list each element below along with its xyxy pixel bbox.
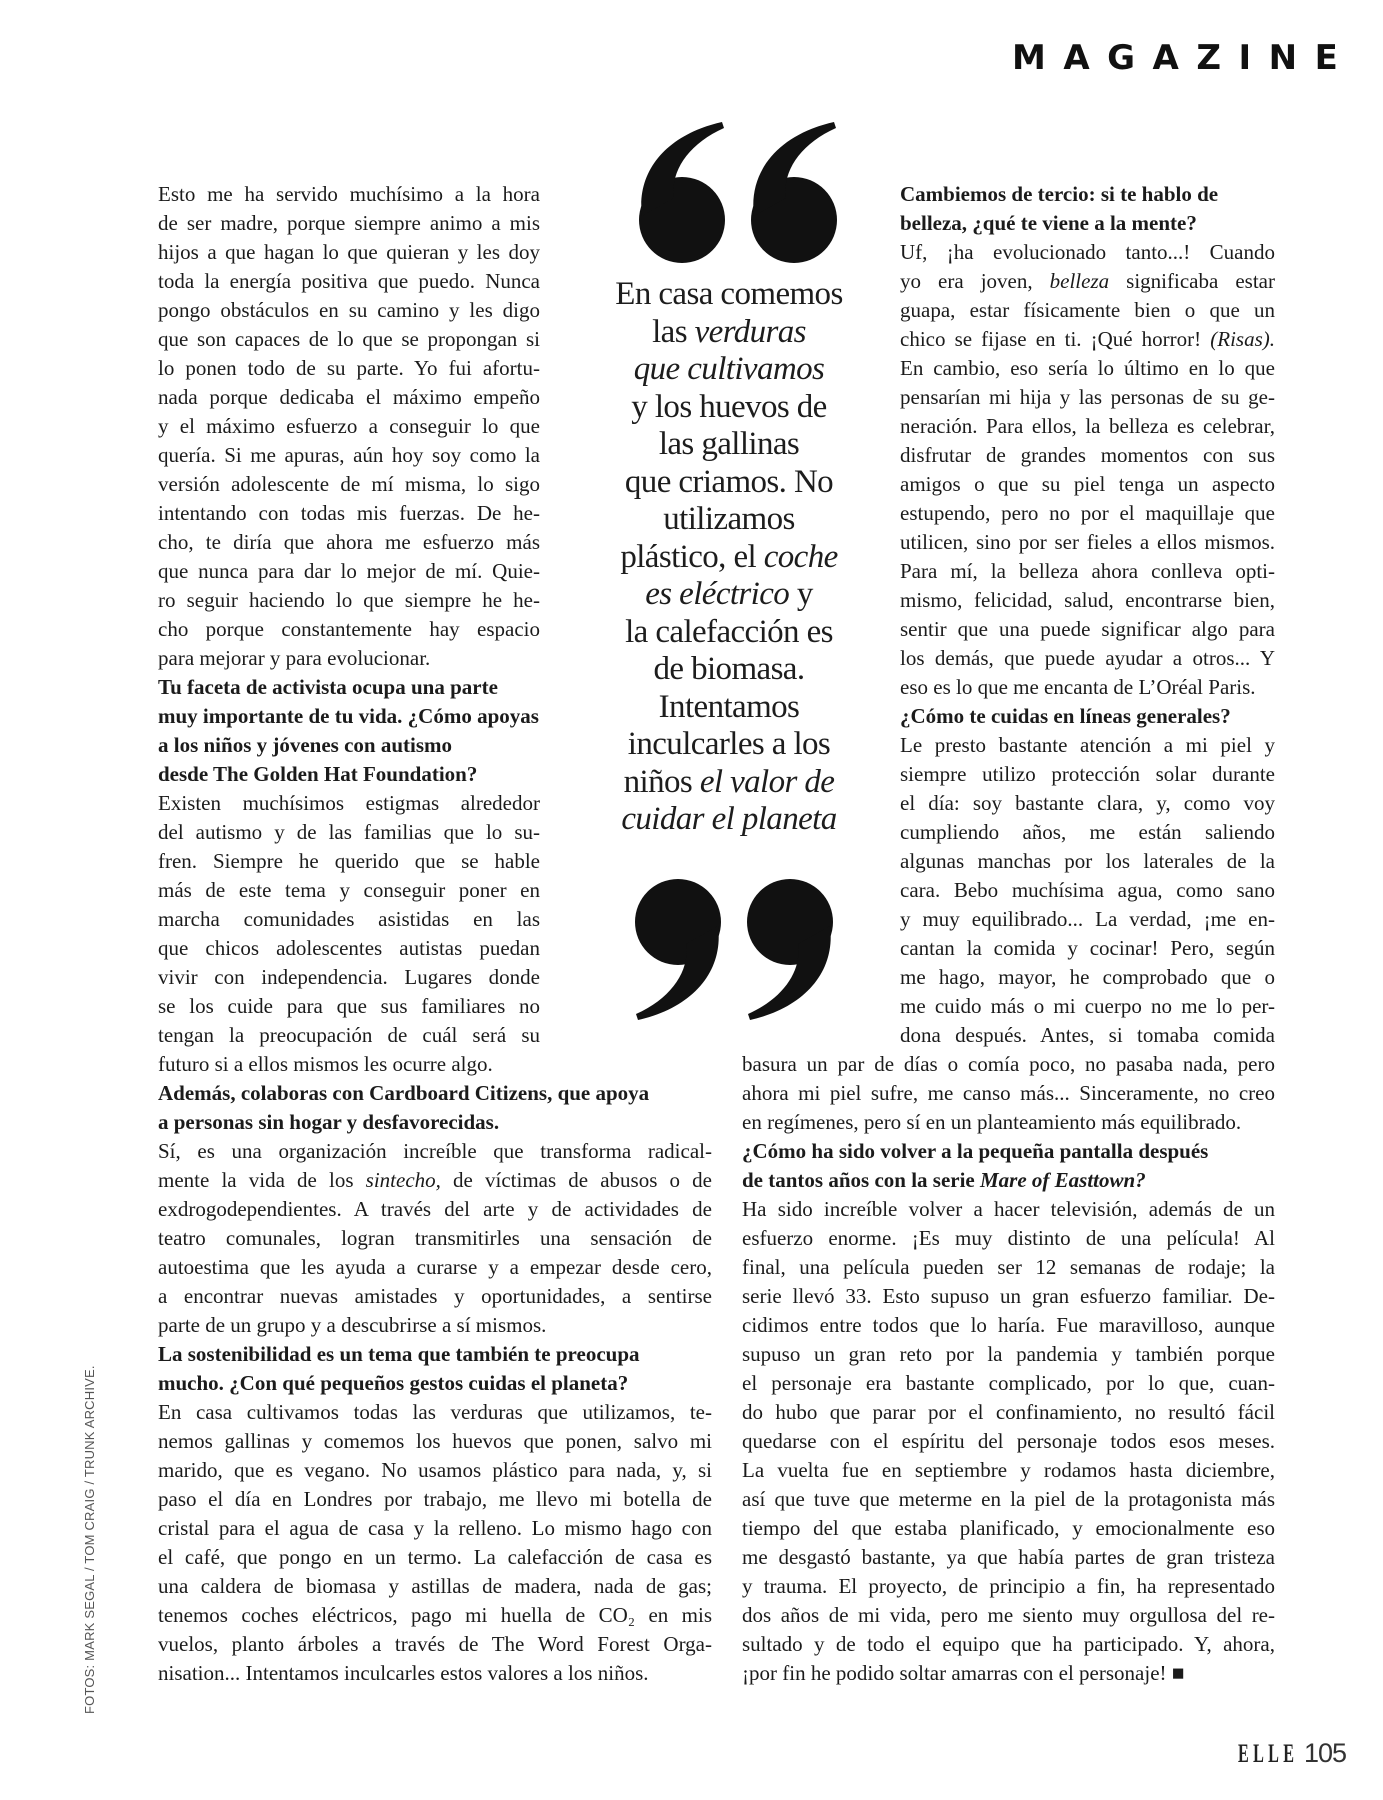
pull-quote-line bbox=[583, 651, 875, 689]
brand-logo: ELLE bbox=[1238, 1739, 1299, 1768]
text-run: el personaje era bastante complicado, por lo que, cuan- bbox=[742, 1371, 1275, 1395]
text-line bbox=[158, 818, 540, 847]
text-run: nemos gallinas y comemos los huevos que ponen, salvo mi bbox=[158, 1429, 712, 1453]
text-line bbox=[900, 905, 1275, 934]
text-line bbox=[742, 1514, 1275, 1543]
text-run: en regímenes, pero sí en un planteamiento más equilibrado. bbox=[742, 1110, 1242, 1134]
text-line bbox=[900, 934, 1275, 963]
text-run: do hubo que parar por el confinamiento, no resultó fácil bbox=[742, 1400, 1275, 1424]
text-run: belleza, ¿qué te viene a la mente? bbox=[900, 211, 1197, 235]
text-line bbox=[158, 1311, 712, 1340]
close-quote-mark-left bbox=[747, 879, 833, 1020]
text-run: cara. Bebo muchísima agua, como sano bbox=[900, 878, 1275, 902]
text-run: tengan la preocupación de cuál será su bbox=[158, 1023, 540, 1047]
text-run: En cambio, eso sería lo último en lo que bbox=[900, 356, 1275, 380]
text-run: que criamos. No bbox=[624, 463, 834, 500]
text-run: mente la vida de los bbox=[158, 1168, 366, 1192]
text-line bbox=[158, 1659, 712, 1688]
text-run: a personas sin hogar y desfavorecidas. bbox=[158, 1110, 500, 1134]
interview-answer bbox=[900, 238, 1275, 702]
text-run: futuro si a ellos mismos les ocurre algo. bbox=[158, 1052, 493, 1076]
close-quote-icon bbox=[630, 878, 842, 1028]
text-line bbox=[900, 876, 1275, 905]
text-line bbox=[742, 1079, 1275, 1108]
interview-answer bbox=[158, 1398, 712, 1688]
interview-question bbox=[900, 702, 1275, 731]
text-line bbox=[158, 180, 540, 209]
pull-quote-line bbox=[583, 801, 875, 839]
text-line bbox=[900, 180, 1275, 209]
text-line bbox=[158, 557, 540, 586]
page-number: 105 bbox=[1304, 1738, 1347, 1768]
text-run: dos años de mi vida, pero me siento muy orgullosa del re- bbox=[742, 1603, 1275, 1627]
text-line bbox=[742, 1427, 1275, 1456]
text-run: sultado y de todo el equipo que ha participado. Y, ahora, bbox=[742, 1632, 1275, 1656]
text-run: de tantos años con la serie bbox=[742, 1168, 980, 1192]
interview-question bbox=[158, 673, 540, 789]
text-run: basura un par de días o comía poco, no pasaba nada, pero bbox=[742, 1052, 1275, 1076]
text-line bbox=[158, 1166, 712, 1195]
text-line bbox=[900, 383, 1275, 412]
text-line bbox=[742, 1282, 1275, 1311]
text-run: mucho. ¿Con qué pequeños gestos cuidas el planeta? bbox=[158, 1371, 629, 1395]
text-run: y trauma. El proyecto, de principio a fin, ha representado bbox=[742, 1574, 1275, 1598]
text-run: eso es lo que me encanta de L’Oréal Paris. bbox=[900, 675, 1256, 699]
text-line bbox=[158, 1224, 712, 1253]
text-run: ahora mi piel sufre, me canso más... Sinceramente, no creo bbox=[742, 1081, 1275, 1105]
text-run: Para mí, la belleza ahora conlleva opti- bbox=[900, 559, 1275, 583]
italic-text: Mare of Easttown? bbox=[980, 1168, 1146, 1192]
text-run: final, una película pueden ser 12 semanas de rodaje; la bbox=[742, 1255, 1275, 1279]
text-line bbox=[900, 412, 1275, 441]
italic-text: coche bbox=[763, 538, 838, 575]
text-run: toda la energía positiva que puedo. Nunca bbox=[158, 269, 540, 293]
text-run: del autismo y de las familias que lo su- bbox=[158, 820, 540, 844]
text-run: desde The Golden Hat Foundation? bbox=[158, 762, 478, 786]
text-line bbox=[742, 1659, 1275, 1688]
italic-text: cuidar el planeta bbox=[621, 801, 837, 837]
text-line bbox=[900, 615, 1275, 644]
text-run: y bbox=[789, 576, 813, 612]
text-run: La sostenibilidad es un tema que también te preocupa bbox=[158, 1342, 640, 1366]
text-line bbox=[742, 1195, 1275, 1224]
text-line bbox=[900, 238, 1275, 267]
text-run: siempre utilizo protección solar durante bbox=[900, 762, 1275, 786]
interview-question bbox=[158, 1340, 640, 1398]
text-run: Sí, es una organización increíble que transforma radical- bbox=[158, 1139, 712, 1163]
text-run: quedarse con el espíritu del personaje todos esos meses. bbox=[742, 1429, 1275, 1453]
text-run: a los niños y jóvenes con autismo bbox=[158, 733, 453, 757]
text-run: muy importante de tu vida. ¿Cómo apoyas bbox=[158, 704, 539, 728]
text-run: vuelos, planto árboles a través de The Word Forest Orga- bbox=[158, 1632, 712, 1656]
text-run: lo ponen todo de su parte. Yo fui afortu- bbox=[158, 356, 540, 380]
text-run: cidimos entre todos que lo haría. Fue maravilloso, aunque bbox=[742, 1313, 1275, 1337]
text-line bbox=[158, 1021, 540, 1050]
text-line bbox=[742, 1050, 1275, 1079]
text-line bbox=[158, 1282, 712, 1311]
text-run: quería. Si me apuras, aún hoy soy como la bbox=[158, 443, 540, 467]
text-run: la calefacción es bbox=[625, 613, 833, 650]
text-run: sentir que una puede significar algo para bbox=[900, 617, 1275, 641]
text-line bbox=[158, 1485, 712, 1514]
text-run: inculcarles a los bbox=[627, 726, 831, 762]
text-run: amigos o que su piel tenga un aspecto bbox=[900, 472, 1275, 496]
text-run: exdrogodependientes. A través del arte y de actividades de bbox=[158, 1197, 712, 1221]
text-run: disfrutar de grandes momentos con sus bbox=[900, 443, 1275, 467]
text-run: nisation... Intentamos inculcarles estos valores a los niños. bbox=[158, 1661, 649, 1685]
text-line bbox=[900, 847, 1275, 876]
text-run: y los huevos de bbox=[631, 388, 827, 425]
text-run: niños bbox=[623, 763, 700, 800]
text-line bbox=[158, 1572, 712, 1601]
text-line bbox=[900, 557, 1275, 586]
text-line bbox=[158, 1369, 712, 1398]
pull-quote-line bbox=[583, 501, 875, 539]
text-line bbox=[900, 702, 1275, 731]
text-run: autoestima que les ayuda a curarse y a empezar desde cero, bbox=[158, 1255, 712, 1279]
text-run: tiempo del que estaba planificado, y emocionalmente eso bbox=[742, 1516, 1275, 1540]
text-line bbox=[158, 209, 540, 238]
text-run: fren. Siempre he querido que se hable bbox=[158, 849, 540, 873]
text-run: el día: soy bastante clara, y, como voy bbox=[900, 791, 1275, 815]
text-line bbox=[742, 1572, 1275, 1601]
text-line bbox=[900, 1021, 1275, 1050]
text-line bbox=[158, 1514, 712, 1543]
text-run: que chicos adolescentes autistas puedan bbox=[158, 936, 540, 960]
text-run: algunas manchas por los laterales de la bbox=[900, 849, 1275, 873]
text-line bbox=[158, 1543, 712, 1572]
interview-answer bbox=[742, 1195, 1275, 1688]
text-run: cho, te diría que ahora me esfuerzo más bbox=[158, 530, 540, 554]
text-run: una caldera de biomasa y astillas de madera, nada de gas; bbox=[158, 1574, 712, 1598]
text-run: el café, que pongo en un termo. La calefacción de casa es bbox=[158, 1545, 712, 1569]
italic-text: verduras bbox=[694, 313, 806, 350]
italic-text: (Risas). bbox=[1210, 327, 1275, 351]
text-run: dona después. Antes, si tomaba comida bbox=[900, 1023, 1275, 1047]
pull-quote-line bbox=[583, 464, 875, 502]
text-line bbox=[158, 1601, 712, 1630]
text-line bbox=[158, 615, 540, 644]
text-line bbox=[900, 818, 1275, 847]
text-run: marido, que es vegano. No usamos plástico para nada, y, si bbox=[158, 1458, 712, 1482]
text-run: Cambiemos de tercio: si te hablo de bbox=[900, 182, 1219, 206]
text-run: intentando con todas mis fuerzas. De he- bbox=[158, 501, 540, 525]
text-line bbox=[158, 441, 540, 470]
interview-question bbox=[742, 1137, 1275, 1195]
text-run: La vuelta fue en septiembre y rodamos hasta diciembre, bbox=[742, 1458, 1275, 1482]
text-line bbox=[158, 1340, 712, 1369]
text-line bbox=[742, 1485, 1275, 1514]
text-line bbox=[900, 470, 1275, 499]
interview-answer bbox=[158, 180, 540, 673]
text-line bbox=[900, 992, 1275, 1021]
text-run: vivir con independencia. Lugares donde bbox=[158, 965, 540, 989]
text-run: que son capaces de lo que se propongan si bbox=[158, 327, 540, 351]
text-run: Le presto bastante atención a mi piel y bbox=[900, 733, 1275, 757]
text-run: esfuerzo enorme. ¡Es muy distinto de una película! Al bbox=[742, 1226, 1275, 1250]
text-line bbox=[900, 963, 1275, 992]
text-line bbox=[158, 296, 540, 325]
text-line bbox=[158, 760, 540, 789]
text-run: serie llevó 33. Esto supuso un gran esfuerzo familiar. De- bbox=[742, 1284, 1275, 1308]
italic-text: sintecho, bbox=[365, 1168, 441, 1192]
text-line bbox=[742, 1166, 1275, 1195]
text-line bbox=[158, 789, 540, 818]
text-line bbox=[742, 1398, 1275, 1427]
text-run: plástico, el bbox=[620, 538, 764, 575]
text-line bbox=[158, 673, 540, 702]
text-line bbox=[158, 876, 540, 905]
text-line bbox=[158, 644, 540, 673]
text-run: de ser madre, porque siempre animo a mis bbox=[158, 211, 540, 235]
text-run: a encontrar nuevas amistades y oportunidades, a sentirse bbox=[158, 1284, 712, 1308]
text-run: nada porque dedicaba el máximo empeño bbox=[158, 385, 540, 409]
text-run: cumpliendo años, me están saliendo bbox=[900, 820, 1275, 844]
text-run: parte de un grupo y a descubrirse a sí mismos. bbox=[158, 1313, 547, 1337]
text-run: utilicen, sino por ser fieles a ellos mismos. bbox=[900, 530, 1275, 554]
text-line bbox=[742, 1311, 1275, 1340]
text-run: chico se fijase en ti. ¡Qué horror! bbox=[900, 327, 1211, 351]
text-line bbox=[900, 354, 1275, 383]
text-line bbox=[742, 1630, 1275, 1659]
text-line bbox=[158, 354, 540, 383]
text-run: Existen muchísimos estigmas alrededor bbox=[158, 791, 540, 815]
text-line bbox=[158, 499, 540, 528]
text-line bbox=[742, 1108, 1275, 1137]
text-line bbox=[742, 1340, 1275, 1369]
text-line bbox=[158, 1108, 712, 1137]
interview-answer bbox=[158, 789, 540, 1079]
text-line bbox=[158, 702, 540, 731]
text-run: mismo, felicidad, salud, encontrarse bien, bbox=[900, 588, 1275, 612]
pull-quote-line bbox=[583, 389, 875, 427]
text-run: cantan la comida y cocinar! Pero, según bbox=[900, 936, 1275, 960]
text-run: y muy equilibrado... La verdad, ¡me en- bbox=[900, 907, 1275, 931]
italic-text: el valor de bbox=[699, 763, 835, 800]
interview-answer bbox=[158, 1137, 713, 1340]
text-run: marcha comunidades asistidas en las bbox=[158, 907, 540, 931]
text-run: tenemos coches eléctricos, pago mi huella de CO₂ en mis bbox=[158, 1603, 712, 1627]
text-run: teatro comunales, logran transmitirles una sensación de bbox=[158, 1226, 712, 1250]
text-run: ro seguir haciendo lo que siempre he he- bbox=[158, 588, 540, 612]
text-line bbox=[158, 1630, 712, 1659]
section-title: MAGAZINE bbox=[1012, 38, 1356, 78]
pull-quote-line bbox=[583, 276, 875, 314]
text-run: Uf, ¡ha evolucionado tanto...! Cuando bbox=[900, 240, 1275, 264]
pull-quote-line bbox=[583, 764, 875, 802]
text-line bbox=[742, 1456, 1275, 1485]
text-run: yo era joven, bbox=[900, 269, 1050, 293]
text-run: utilizamos bbox=[663, 501, 795, 537]
text-line bbox=[900, 441, 1275, 470]
text-line bbox=[158, 1427, 712, 1456]
text-run: se los cuide para que sus familiares no bbox=[158, 994, 540, 1018]
pull-quote-line bbox=[583, 614, 875, 652]
text-line bbox=[742, 1137, 1275, 1166]
text-line bbox=[158, 1253, 712, 1282]
text-line bbox=[158, 383, 540, 412]
text-line bbox=[742, 1601, 1275, 1630]
text-run: Tu faceta de activista ocupa una parte bbox=[158, 675, 498, 699]
text-line bbox=[158, 1137, 712, 1166]
text-line bbox=[158, 1456, 712, 1485]
page-folio bbox=[1238, 1738, 1346, 1769]
text-line bbox=[158, 238, 540, 267]
text-run: cristal para el agua de casa y la relleno. Lo mismo hago con bbox=[158, 1516, 712, 1540]
italic-text: es eléctrico bbox=[645, 576, 790, 612]
text-line bbox=[158, 731, 540, 760]
text-run: ¿Cómo ha sido volver a la pequeña pantalla después bbox=[742, 1139, 1209, 1163]
text-line bbox=[158, 325, 540, 354]
pull-quote-line bbox=[583, 426, 875, 464]
text-run: de biomasa. bbox=[653, 651, 805, 687]
text-line bbox=[900, 789, 1275, 818]
text-line bbox=[900, 528, 1275, 557]
text-line bbox=[158, 412, 540, 441]
pull-quote-line bbox=[583, 539, 875, 577]
text-line bbox=[158, 992, 540, 1021]
text-line bbox=[158, 1079, 712, 1108]
text-line bbox=[158, 905, 540, 934]
text-run: neración. Para ellos, la belleza es celebrar, bbox=[900, 414, 1275, 438]
text-line bbox=[900, 267, 1275, 296]
pull-quote-line bbox=[583, 689, 875, 727]
text-line bbox=[742, 1369, 1275, 1398]
text-run: En casa comemos bbox=[615, 276, 843, 312]
italic-text: que cultivamos bbox=[633, 351, 825, 387]
text-run: me hago, mayor, he comprobado que o bbox=[900, 965, 1275, 989]
text-line bbox=[742, 1253, 1275, 1282]
text-run: Además, colaboras con Cardboard Citizens, que apoya bbox=[158, 1081, 650, 1105]
pull-quote bbox=[583, 276, 875, 839]
text-line bbox=[900, 209, 1275, 238]
text-line bbox=[900, 325, 1275, 354]
text-run: En casa cultivamos todas las verduras que utilizamos, te- bbox=[158, 1400, 712, 1424]
text-line bbox=[158, 586, 540, 615]
close-quote-mark-right bbox=[635, 879, 721, 1020]
text-run: me desgastó bastante, ya que había partes de gran tristeza bbox=[742, 1545, 1275, 1569]
text-line bbox=[158, 1195, 712, 1224]
text-line bbox=[158, 963, 540, 992]
text-run: supuso un gran reto por la pandemia y también porque bbox=[742, 1342, 1275, 1366]
text-line bbox=[900, 673, 1275, 702]
text-run: y el máximo esfuerzo a conseguir lo que bbox=[158, 414, 540, 438]
italic-text: belleza bbox=[1049, 269, 1110, 293]
text-run: paso el día en Londres por trabajo, me llevo mi botella de bbox=[158, 1487, 712, 1511]
text-run: pongo obstáculos en su camino y les digo bbox=[158, 298, 540, 322]
text-line bbox=[158, 847, 540, 876]
photo-credit: FOTOS: MARK SEGAL / TOM CRAIG / TRUNK ARCHIVE. bbox=[82, 1365, 97, 1714]
text-line bbox=[900, 296, 1275, 325]
text-line bbox=[900, 499, 1275, 528]
pull-quote-line bbox=[583, 351, 875, 389]
text-line bbox=[742, 1224, 1275, 1253]
text-run: de víctimas de abusos o de bbox=[440, 1168, 713, 1192]
interview-question bbox=[900, 180, 1275, 238]
text-run: estupendo, pero no por el maquillaje que bbox=[900, 501, 1275, 525]
text-run: las bbox=[652, 313, 695, 350]
text-run: me cuido más o mi cuerpo no me lo per- bbox=[900, 994, 1275, 1018]
text-run: Ha sido increíble volver a hacer televisión, además de un bbox=[742, 1197, 1275, 1221]
text-run: más de este tema y conseguir poner en bbox=[158, 878, 540, 902]
text-line bbox=[900, 731, 1275, 760]
text-run: ¡por fin he podido soltar amarras con el personaje! ■ bbox=[742, 1661, 1185, 1685]
text-run: guapa, estar físicamente bien o que un bbox=[900, 298, 1275, 322]
text-line bbox=[900, 586, 1275, 615]
text-run: que nunca para dar lo mejor de mí. Quie- bbox=[158, 559, 540, 583]
text-run: hijos a que hagan lo que quieran y les doy bbox=[158, 240, 540, 264]
text-run: pensarían mi hija y las personas de su ge- bbox=[900, 385, 1275, 409]
text-run: versión adolescente de mí misma, lo sigo bbox=[158, 472, 540, 496]
open-quote-icon bbox=[630, 120, 842, 265]
text-run: Esto me ha servido muchísimo a la hora bbox=[158, 182, 540, 206]
text-line bbox=[158, 470, 540, 499]
text-run: para mejorar y para evolucionar. bbox=[158, 646, 431, 670]
interview-question bbox=[158, 1079, 650, 1137]
text-run: los demás, que puede ayudar a otros... Y bbox=[900, 646, 1275, 670]
open-quote-mark-right bbox=[751, 122, 837, 263]
text-run: así que tuve que meterme en la piel de la protagonista más bbox=[742, 1487, 1275, 1511]
text-line bbox=[158, 934, 540, 963]
text-run: Intentamos bbox=[658, 688, 800, 725]
text-run: ¿Cómo te cuidas en líneas generales? bbox=[900, 704, 1231, 728]
text-line bbox=[158, 528, 540, 557]
text-line bbox=[900, 760, 1275, 789]
pull-quote-line bbox=[583, 576, 875, 614]
open-quote-mark-left bbox=[639, 122, 725, 263]
text-line bbox=[158, 1050, 540, 1079]
text-run: cho porque constantemente hay espacio bbox=[158, 617, 540, 641]
text-run: significaba estar bbox=[1109, 269, 1275, 293]
pull-quote-line bbox=[583, 314, 875, 352]
text-run: las gallinas bbox=[658, 426, 800, 462]
text-line bbox=[158, 267, 540, 296]
pull-quote-line bbox=[583, 726, 875, 764]
text-line bbox=[158, 1398, 712, 1427]
text-line bbox=[900, 644, 1275, 673]
text-line bbox=[742, 1543, 1275, 1572]
